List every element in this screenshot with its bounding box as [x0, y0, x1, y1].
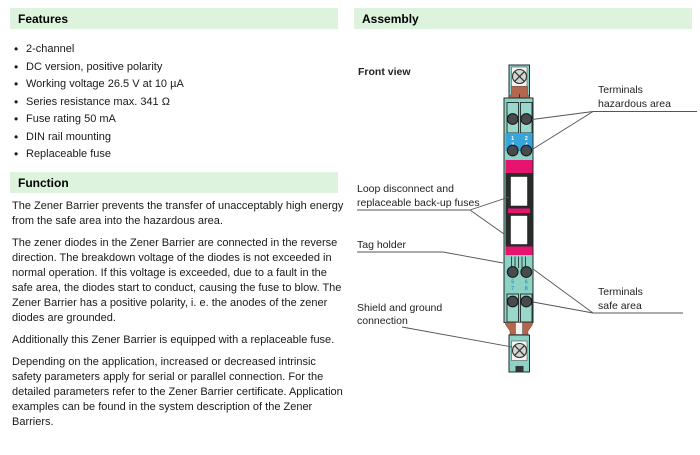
feature-item: • Replaceable fuse [14, 146, 336, 164]
terminal-screw [507, 114, 518, 125]
feature-item: • Series resistance max. 341 Ω [14, 94, 336, 112]
front-view-label: Front view [358, 66, 411, 78]
bottom-notch [516, 366, 524, 372]
shield-ground-label: Shield and ground [357, 302, 443, 314]
terminal-screw [507, 267, 518, 278]
terminal-number: 5 [511, 279, 515, 286]
fuse-cap [506, 247, 533, 256]
terminals-safe-label: Terminals [598, 286, 643, 298]
svg-text:replaceable back-up fuses: replaceable back-up fuses [357, 197, 480, 209]
function-paragraph: Depending on the application, increased or decreased intrinsic safety parameters apply for serial or parallel connection. For the detailed parameters refer to the Zener Barrier certificate. Application examples can be found in the system description of the Zener Barriers. [12, 356, 343, 428]
terminal-number: 8 [524, 286, 528, 292]
function-paragraph: The zener diodes in the Zener Barrier are connected in the reverse direction. The breakdown voltage of the diodes is not exceeded in normal operation. If this voltage is exceeded, due to a fault in the safe area, the diodes start to conduct, causing the fuse to blow. The Zener Barrier has a positive polarity, i. e. the anodes of the zener diodes are grounded. [12, 237, 342, 324]
device-front-view [504, 65, 533, 372]
callout-shield-ground [357, 302, 512, 347]
function-title: Function [18, 175, 69, 190]
features-list [14, 41, 336, 164]
feature-item: • 2-channel [14, 41, 336, 59]
terminal-screw [507, 145, 518, 156]
svg-text:safe area: safe area [598, 300, 642, 312]
callout-loop-disconnect [357, 183, 509, 234]
fuse-window [511, 216, 528, 245]
terminal-number: 7 [511, 286, 515, 292]
features-section-header [10, 8, 338, 29]
callout-tag-holder [357, 239, 503, 263]
function-section-header [10, 172, 338, 193]
function-paragraph: The Zener Barrier prevents the transfer of unacceptably high energy from the safe area into the hazardous area. [12, 200, 344, 227]
terminal-number: 1 [511, 136, 515, 142]
tag-holder-label: Tag holder [357, 239, 407, 251]
fuse-window [511, 177, 528, 207]
terminal-screw [521, 267, 532, 278]
terminal-number: 2 [524, 136, 528, 142]
feature-item: • DIN rail mounting [14, 129, 336, 147]
fuse-cap [506, 160, 533, 173]
function-paragraph: Additionally this Zener Barrier is equipped with a replaceable fuse. [12, 334, 335, 346]
terminal-screw [521, 145, 532, 156]
feature-item: • DC version, positive polarity [14, 59, 336, 77]
terminal-screw [507, 296, 518, 307]
assembly-title: Assembly [362, 11, 419, 26]
function-text [12, 199, 344, 437]
terminals-hazardous-label: Terminals [598, 84, 643, 96]
callout-terminals-hazardous [532, 84, 697, 149]
fuse-cap [508, 209, 530, 214]
loop-disconnect-label: Loop disconnect and [357, 183, 454, 195]
assembly-section-header [354, 8, 692, 29]
features-title: Features [18, 11, 69, 26]
screw-icon [513, 70, 527, 84]
assembly-diagram [350, 50, 700, 455]
feature-item: • Fuse rating 50 mA [14, 111, 336, 129]
terminal-screw [521, 296, 532, 307]
terminal-screw [521, 114, 532, 125]
callout-terminals-safe [533, 269, 683, 313]
svg-text:hazardous area: hazardous area [598, 98, 671, 110]
ground-screw-icon [513, 344, 527, 358]
terminal-number: 6 [524, 279, 528, 286]
feature-item: • Working voltage 26.5 V at 10 µA [14, 76, 336, 94]
svg-text:connection: connection [357, 315, 408, 327]
bottom-slot [516, 323, 523, 335]
